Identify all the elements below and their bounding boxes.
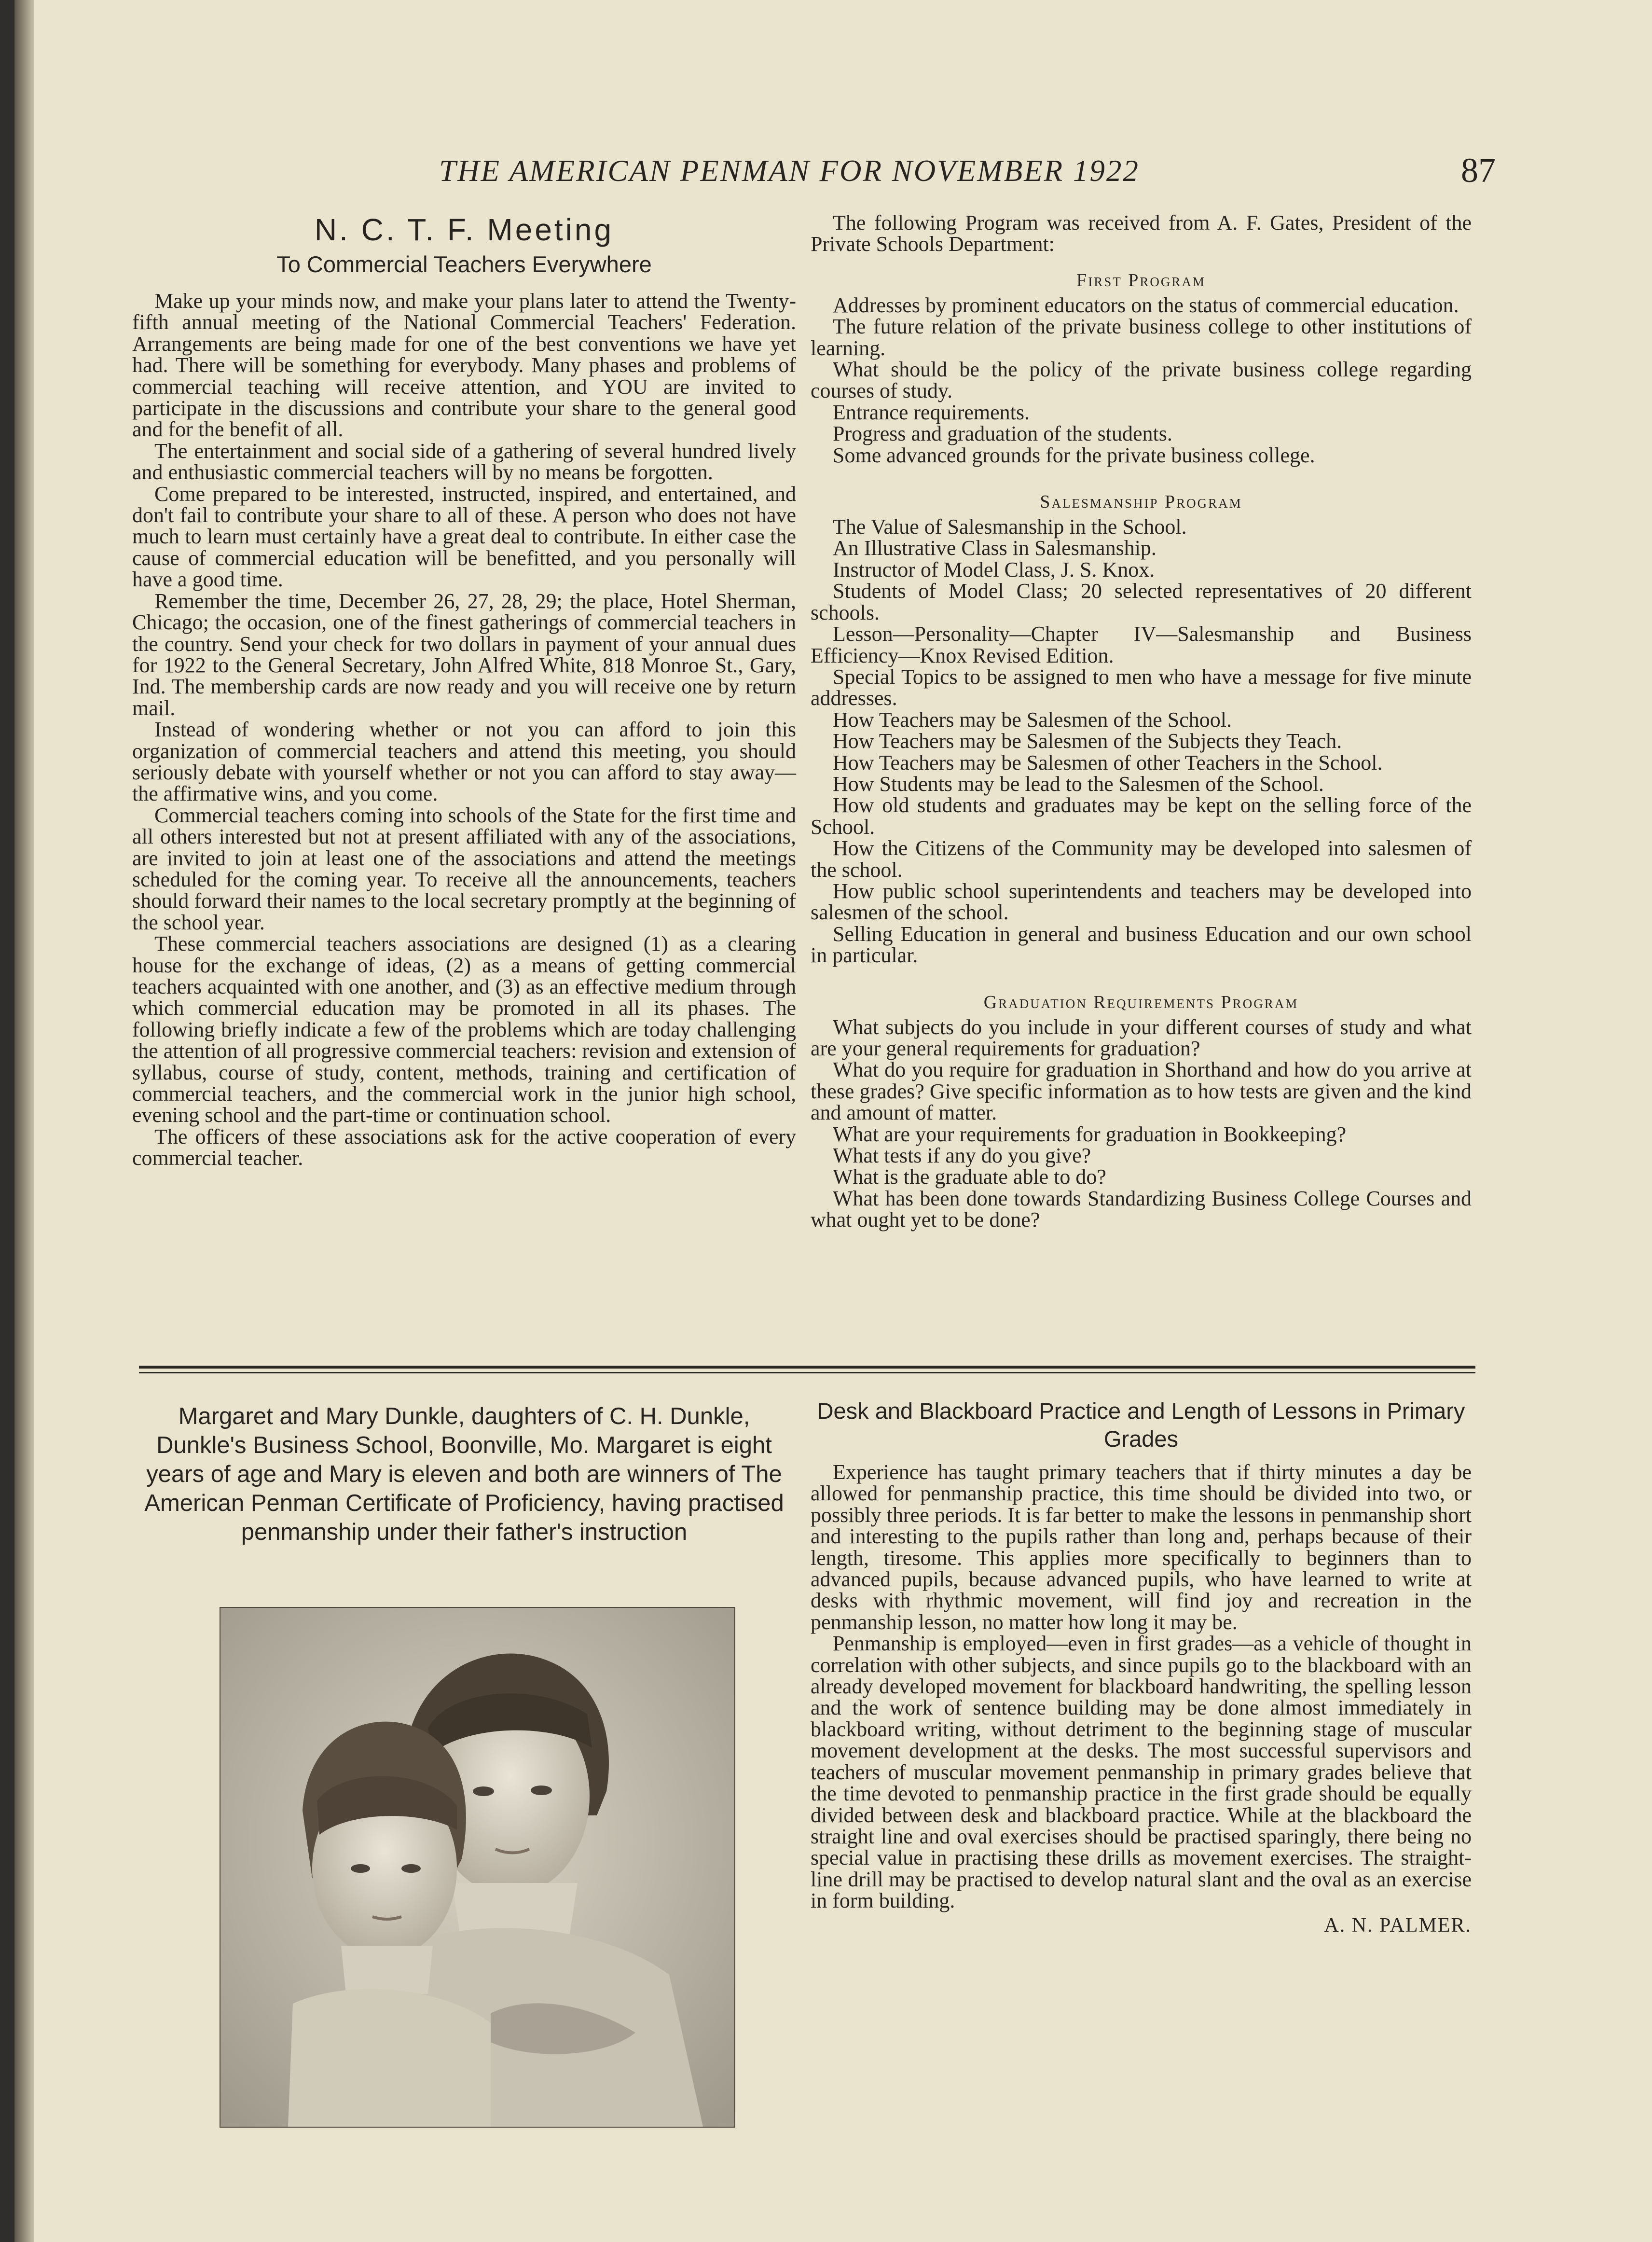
program-item: An Illustrative Class in Salesmanship. [833,536,1156,560]
article-heading: Desk and Blackboard Practice and Length of Lessons in Primary Grades [817,1398,1465,1452]
nctf-paragraph: Come prepared to be interested, instructed, inspired, and entertained, and don't fail to contribute your share to all of these. A person who does not have much to learn must certainly have a great deal to contribute. In either case the cause of commercial education will be benefitted, and you personally will have a good time. [132,482,796,592]
program-item: How Teachers may be Salesmen of the School. [833,707,1232,732]
program-item: Students of Model Class; 20 selected representatives of 20 different schools. [811,579,1472,624]
program-intro: The following Program was received from A. F. Gates, President of the Private Schools Department: [811,211,1472,256]
nctf-paragraph: Remember the time, December 26, 27, 28, 29; the place, Hotel Sherman, Chicago; the occasion, one of the finest gatherings of commercial teachers in the country. Send your check for two dollars in payment of your annual dues for 1922 to the General Secretary, John Alfred White, 818 Monroe St., Gary, Ind. The membership cards are now ready and you will receive one by return mail. [132,589,796,720]
program-column [811,212,1472,1231]
graduation-heading: Graduation Requirements Program [983,992,1299,1012]
nctf-subheading: To Commercial Teachers Everywhere [276,251,652,277]
program-item: What should be the policy of the private business college regarding courses of study. [811,358,1472,403]
program-item: Selling Education in general and business Education and our own school in particular. [811,922,1472,968]
nctf-paragraph: Instead of wondering whether or not you can afford to join this organization of commercial teachers and attend this meeting, you should seriously debate with yourself whether or not you can afford to stay away—the affirmative wins, and you come. [132,718,796,806]
graduation-list [811,1017,1472,1231]
section-divider [139,1366,1475,1369]
program-item: What is the graduate able to do? [833,1165,1106,1189]
program-item: How Students may be lead to the Salesmen of the School. [833,772,1324,796]
page-number: 87 [1461,151,1496,190]
program-item: What subjects do you include in your different courses of study and what are your general requirements for graduation? [811,1015,1472,1060]
nctf-paragraph: These commercial teachers associations are designed (1) as a clearing house for the exchange of ideas, (2) as a means of getting commercial teachers acquainted with one another, and (3) as an effective medium through which commercial education may be promoted in all its phases. The following briefly indicate a few of the problems which are today challenging the attention of all progressive commercial teachers: revision and extension of syllabus, course of study, content, methods, training and certification of commercial teachers, and the commercial work in the junior high school, evening school and the part-time or continuation school. [132,932,796,1127]
nctf-article [132,212,796,1169]
program-item: The Value of Salesmanship in the School. [833,515,1187,539]
first-program-heading: First Program [1076,270,1206,291]
program-item: What do you require for graduation in Shorthand and how do you arrive at these grades? Give specific information as to how tests are given and the kind and amount of matter. [811,1058,1472,1125]
program-item: Some advanced grounds for the private business college. [833,443,1315,467]
photo-caption: Margaret and Mary Dunkle, daughters of C. H. Dunkle, Dunkle's Business School, Boonville, Mo. Margaret is eight years of age and Mary is eleven and both are winners of The American Penman Certificate of Proficiency, having practised penmanship under their father's instruction [144,1403,784,1545]
salesmanship-list [811,516,1472,967]
article-paragraph: Penmanship is employed—even in first grades—as a vehicle of thought in correlation with other subjects, and since pupils go to the blackboard with an already developed movement for blackboard handwriting, the spelling lesson and the work of sentence building may be done almost immediately in blackboard writing, without detriment to the beginning stage of muscular movement development at the desks. The most successful supervisors and teachers of muscular movement penmanship in primary grades believe that the time devoted to penmanship practice in the first grade should be equally divided between desk and blackboard practice. While at the blackboard the straight line and oval exercises should be practised sparingly, there being no special value in practising these drills as movement exercises. The straight-line drill may be practised to develop natural slant and the oval as an exercise in form building. [811,1632,1472,1913]
nctf-paragraph: Make up your minds now, and make your plans later to attend the Twenty-fifth annual meeting of the National Commercial Teachers' Federation. Arrangements are being made for one of the best conventions we have yet had. There will be something for everybody. Many phases and problems of commercial teaching will receive attention, and YOU are invited to participate in the discussions and contribute your share to the general good and for the benefit of all. [132,289,796,442]
nctf-heading: N. C. T. F. Meeting [314,212,614,247]
nctf-paragraph: The officers of these associations ask for the active cooperation of every commercial teacher. [132,1124,796,1170]
portrait-illustration [220,1608,734,2127]
program-item: Lesson—Personality—Chapter IV—Salesmanship and Business Efficiency—Knox Revised Edition. [811,622,1472,667]
salesmanship-heading: Salesmanship Program [1040,492,1242,512]
magazine-page [14,0,1652,2242]
program-item: The future relation of the private business college to other institutions of learning. [811,315,1472,360]
program-item: Progress and graduation of the students. [833,422,1172,446]
nctf-paragraph: Commercial teachers coming into schools of the State for the first time and all others interested but not at present affiliated with any of the associations, are invited to join at least one of the associations and attend the meetings scheduled for the coming year. To receive all the announcements, teachers should forward their names to the local secretary promptly at the beginning of the school year. [132,803,796,934]
program-item: How old students and graduates may be kept on the selling force of the School. [811,793,1472,839]
program-item: What has been done towards Standardizing Business College Courses and what ought yet to be done? [811,1186,1472,1232]
author-signature: A. N. PALMER. [1324,1914,1472,1937]
program-item: What tests if any do you give? [833,1144,1091,1168]
program-item: What are your requirements for graduation in Bookkeeping? [833,1122,1347,1146]
program-item: How the Citizens of the Community may be developed into salesmen of the school. [811,836,1472,882]
first-program-list [811,295,1472,466]
nctf-paragraph: The entertainment and social side of a gathering of several hundred lively and enthusiastic commercial teachers will by no means be forgotten. [132,439,796,484]
portrait-photo [220,1607,735,2128]
program-item: Entrance requirements. [833,400,1030,424]
article-paragraph: Experience has taught primary teachers that if thirty minutes a day be allowed for penmanship practice, this time should be divided into two, or possibly three periods. It is far better to make the lessons in penmanship short and interesting to the pupils rather than long and, perhaps because of their length, tiresome. This applies more specifically to beginners than to advanced pupils, because advanced pupils, who have learned to write at desks with rhythmic movement, will find joy and recreation in the penmanship lesson, no matter how long it may be. [811,1460,1472,1634]
program-item: Addresses by prominent educators on the status of commercial education. [833,293,1459,317]
program-item: How Teachers may be Salesmen of other Teachers in the School. [833,750,1383,775]
program-item: How public school superintendents and teachers may be developed into salesmen of the school. [811,879,1472,925]
program-item: Special Topics to be assigned to men who have a message for five minute addresses. [811,664,1472,710]
section-divider [139,1372,1475,1373]
program-item: How Teachers may be Salesmen of the Subjects they Teach. [833,729,1342,753]
running-header: THE AMERICAN PENMAN FOR NOVEMBER 1922 [439,154,1140,188]
binding-gutter [14,0,34,2242]
palmer-article [811,1397,1472,1936]
program-item: Instructor of Model Class, J. S. Knox. [833,557,1155,581]
